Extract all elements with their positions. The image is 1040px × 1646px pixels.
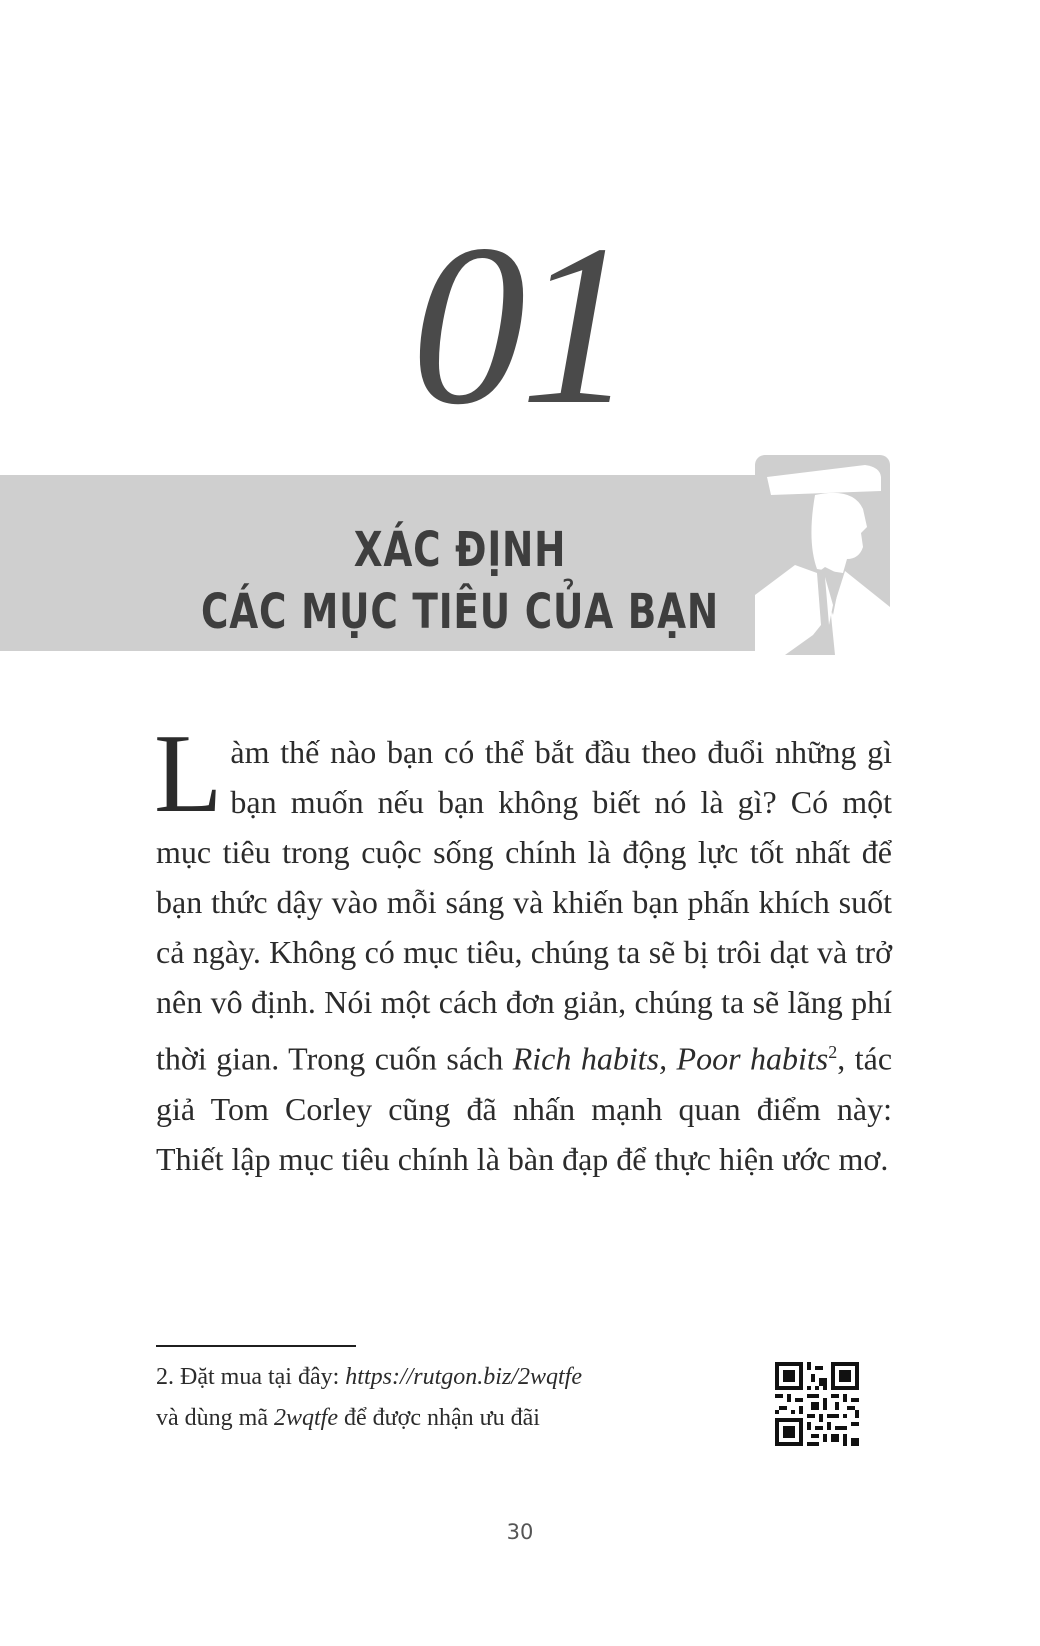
footnote-line-2: [156, 1398, 716, 1439]
footnote-reference: 2: [828, 1042, 838, 1062]
chapter-title-line-2: CÁC MỤC TIÊU CỦA BẠN: [201, 584, 719, 640]
footnote-line-1: [156, 1357, 716, 1398]
page-number: 30: [506, 1520, 534, 1544]
footnote-line2-suffix: để được nhận ưu đãi: [337, 1405, 540, 1431]
footnote-prefix: 2. Đặt mua tại đây:: [156, 1364, 346, 1390]
footnote-divider: [156, 1345, 356, 1347]
footnote-line2-prefix: và dùng mã: [156, 1405, 274, 1431]
body-paragraph: [154, 712, 893, 1184]
footnote: [156, 1357, 716, 1439]
footnote-url-link[interactable]: https://rutgon.biz/2wqtfe: [345, 1364, 582, 1390]
body-text-part-2: , tác giả Tom Corley cũng đã nhấn mạnh quan điểm này: Thiết lập mục tiêu chính là bàn đạp để thực hiện ước mơ.: [156, 1040, 893, 1177]
chapter-title-line-1: XÁC ĐỊNH: [353, 522, 567, 578]
drop-cap: L: [154, 712, 223, 836]
promo-code: 2wqtfe: [273, 1405, 338, 1431]
chapter-number: 01: [411, 197, 629, 452]
body-text-part-1: àm thế nào bạn có thể bắt đầu theo đuổi những gì bạn muốn nếu bạn không biết nó là gì? Có một mục tiêu trong cuộc sống chính là động lực tốt nhất để bạn thức dậy vào mỗi sáng và khiến bạn phấn khích suốt cả ngày. Không có mục tiêu, chúng ta sẽ bị trôi dạt và trở nên vô định. Nói một cách đơn giản, chúng ta sẽ lãng phí thời gian. Trong cuốn sách: [156, 734, 892, 1077]
book-title: Rich habits, Poor habits: [512, 1040, 829, 1077]
qr-code-icon: [775, 1362, 859, 1446]
